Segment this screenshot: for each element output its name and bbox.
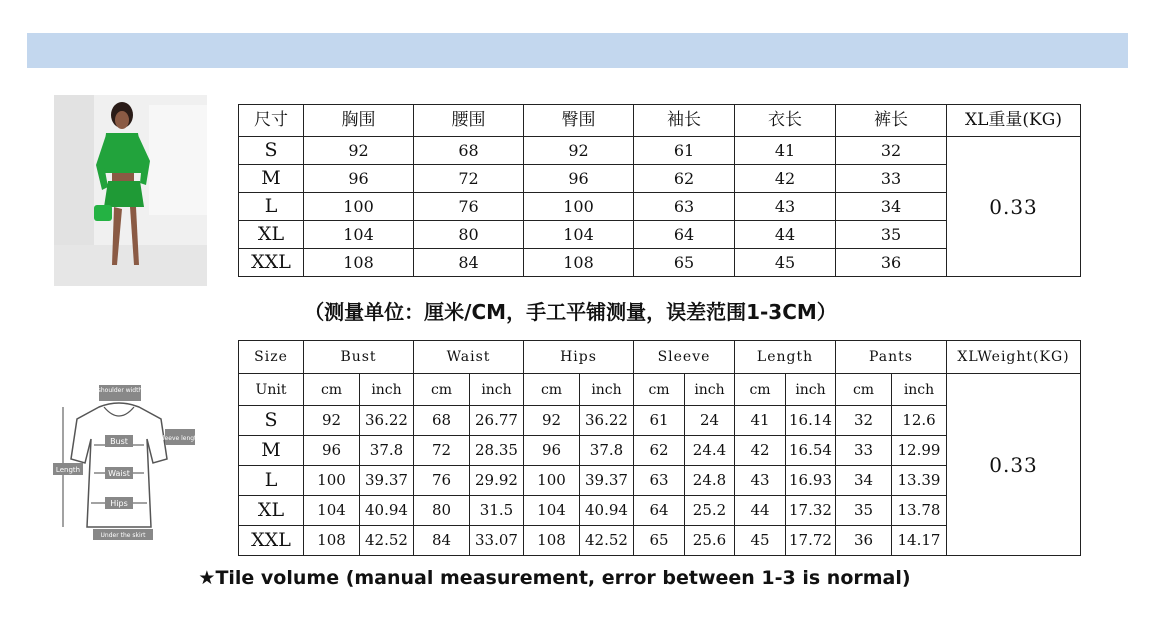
diagram-label-length: Length (55, 466, 81, 474)
unit-cell: cm (735, 374, 786, 406)
table-cell: 62 (634, 436, 685, 466)
table-cell: 44 (735, 221, 836, 249)
table-cell: 42.52 (580, 526, 634, 556)
table-cell: 37.8 (360, 436, 414, 466)
table-cell: 96 (304, 165, 414, 193)
dress-outline-icon (49, 377, 201, 547)
table-cell: 104 (304, 496, 360, 526)
table-cell: 96 (524, 165, 634, 193)
table-cell: 36.22 (580, 406, 634, 436)
table-cell: 61 (634, 137, 735, 165)
table-cell: 65 (634, 249, 735, 277)
unit-cell: cm (304, 374, 360, 406)
table-cell: 33.07 (470, 526, 524, 556)
unit-cell: cm (836, 374, 892, 406)
table-cell: 17.32 (786, 496, 836, 526)
unit-cell: inch (892, 374, 947, 406)
unit-cell: inch (786, 374, 836, 406)
size-label: XXL (239, 249, 304, 277)
en-header-row (239, 341, 1081, 374)
table-cell: 32 (836, 137, 947, 165)
table-cell: 36 (836, 526, 892, 556)
table-cell: 108 (524, 526, 580, 556)
table-cell: 42 (735, 165, 836, 193)
table-cell: 80 (414, 496, 470, 526)
table-cell: 76 (414, 193, 524, 221)
model-illustration (54, 95, 207, 286)
table-cell: 33 (836, 436, 892, 466)
table-cell: 33 (836, 165, 947, 193)
table-cell: 62 (634, 165, 735, 193)
product-photo (54, 95, 207, 286)
cn-header-hips: 臀围 (524, 105, 634, 137)
en-header-weight: XLWeight(KG) (947, 341, 1081, 374)
unit-cell: cm (524, 374, 580, 406)
unit-cell: inch (685, 374, 735, 406)
table-cell: 63 (634, 466, 685, 496)
table-cell: 29.92 (470, 466, 524, 496)
table-cell: 65 (634, 526, 685, 556)
cn-header-waist: 腰围 (414, 105, 524, 137)
table-cell: 12.6 (892, 406, 947, 436)
table-cell: 104 (304, 221, 414, 249)
table-cell: 16.54 (786, 436, 836, 466)
table-cell: 108 (304, 249, 414, 277)
size-label: XL (239, 496, 304, 526)
size-label: M (239, 165, 304, 193)
cn-header-length: 衣长 (735, 105, 836, 137)
table-cell: 68 (414, 406, 470, 436)
table-cell: 31.5 (470, 496, 524, 526)
cn-header-bust: 胸围 (304, 105, 414, 137)
table-cell: 45 (735, 526, 786, 556)
table-cell: 16.14 (786, 406, 836, 436)
table-cell: 17.72 (786, 526, 836, 556)
table-cell: 61 (634, 406, 685, 436)
en-unit-row (239, 374, 1081, 406)
en-measurement-note: ★Tile volume (manual measurement, error between 1-3 is normal) (198, 567, 911, 589)
unit-cell: cm (414, 374, 470, 406)
table-cell: 92 (304, 406, 360, 436)
table-cell: 104 (524, 221, 634, 249)
table-cell: 44 (735, 496, 786, 526)
cn-header-weight: XL重量(KG) (947, 105, 1081, 137)
table-cell: 35 (836, 221, 947, 249)
en-weight-value: 0.33 (947, 374, 1081, 556)
table-cell: 100 (304, 193, 414, 221)
table-cell: 64 (634, 496, 685, 526)
table-cell: 100 (524, 193, 634, 221)
en-header-pants: Pants (836, 341, 947, 374)
table-cell: 64 (634, 221, 735, 249)
cn-measurement-note: （测量单位：厘米/CM，手工平铺测量，误差范围1-3CM） (304, 300, 837, 324)
table-cell: 72 (414, 165, 524, 193)
table-cell: 37.8 (580, 436, 634, 466)
table-cell: 92 (304, 137, 414, 165)
table-cell: 43 (735, 466, 786, 496)
size-label: XXL (239, 526, 304, 556)
diagram-label-under-skirt: Under the skirt (100, 532, 146, 539)
size-label: M (239, 436, 304, 466)
en-header-hips: Hips (524, 341, 634, 374)
table-cell: 14.17 (892, 526, 947, 556)
diagram-label-sleeve: sleeve length (159, 435, 201, 442)
table-cell: 41 (735, 137, 836, 165)
table-cell: 24 (685, 406, 735, 436)
table-cell: 108 (304, 526, 360, 556)
unit-cell: inch (470, 374, 524, 406)
table-row (239, 137, 1081, 165)
table-cell: 92 (524, 406, 580, 436)
size-label: XL (239, 221, 304, 249)
table-cell: 96 (304, 436, 360, 466)
table-cell: 39.37 (360, 466, 414, 496)
table-cell: 45 (735, 249, 836, 277)
table-cell: 96 (524, 436, 580, 466)
unit-label: Unit (239, 374, 304, 406)
table-cell: 104 (524, 496, 580, 526)
size-label: L (239, 193, 304, 221)
table-cell: 16.93 (786, 466, 836, 496)
en-header-waist: Waist (414, 341, 524, 374)
cn-header-sleeve: 袖长 (634, 105, 735, 137)
en-header-size: Size (239, 341, 304, 374)
table-cell: 13.39 (892, 466, 947, 496)
table-cell: 25.2 (685, 496, 735, 526)
table-cell: 28.35 (470, 436, 524, 466)
size-label: S (239, 137, 304, 165)
table-cell: 26.77 (470, 406, 524, 436)
table-cell: 12.99 (892, 436, 947, 466)
table-cell: 40.94 (580, 496, 634, 526)
cn-header-size: 尺寸 (239, 105, 304, 137)
table-cell: 32 (836, 406, 892, 436)
cn-weight-value: 0.33 (947, 137, 1081, 277)
table-cell: 63 (634, 193, 735, 221)
table-cell: 42 (735, 436, 786, 466)
table-cell: 34 (836, 466, 892, 496)
cn-header-row (239, 105, 1081, 137)
diagram-label-bust: Bust (110, 437, 128, 446)
table-cell: 84 (414, 526, 470, 556)
diagram-label-waist: Waist (108, 469, 130, 478)
table-cell: 25.6 (685, 526, 735, 556)
unit-cell: inch (360, 374, 414, 406)
table-cell: 24.4 (685, 436, 735, 466)
diagram-label-shoulder: shoulder width (97, 387, 143, 394)
table-cell: 36.22 (360, 406, 414, 436)
table-cell: 43 (735, 193, 836, 221)
table-cell: 84 (414, 249, 524, 277)
table-cell: 42.52 (360, 526, 414, 556)
header-banner (27, 33, 1128, 68)
table-cell: 100 (304, 466, 360, 496)
table-cell: 100 (524, 466, 580, 496)
en-header-bust: Bust (304, 341, 414, 374)
table-cell: 40.94 (360, 496, 414, 526)
table-cell: 24.8 (685, 466, 735, 496)
table-cell: 34 (836, 193, 947, 221)
unit-cell: cm (634, 374, 685, 406)
table-cell: 80 (414, 221, 524, 249)
size-chart-cn (238, 104, 1081, 277)
table-cell: 36 (836, 249, 947, 277)
size-chart-en (238, 340, 1081, 556)
table-cell: 108 (524, 249, 634, 277)
measurement-diagram (49, 377, 201, 547)
table-cell: 41 (735, 406, 786, 436)
size-label: S (239, 406, 304, 436)
table-cell: 13.78 (892, 496, 947, 526)
size-label: L (239, 466, 304, 496)
en-header-length: Length (735, 341, 836, 374)
table-cell: 72 (414, 436, 470, 466)
table-cell: 35 (836, 496, 892, 526)
table-cell: 76 (414, 466, 470, 496)
diagram-label-hips: Hips (110, 499, 128, 508)
cn-header-pants: 裤长 (836, 105, 947, 137)
table-cell: 92 (524, 137, 634, 165)
table-cell: 68 (414, 137, 524, 165)
en-header-sleeve: Sleeve (634, 341, 735, 374)
table-cell: 39.37 (580, 466, 634, 496)
unit-cell: inch (580, 374, 634, 406)
